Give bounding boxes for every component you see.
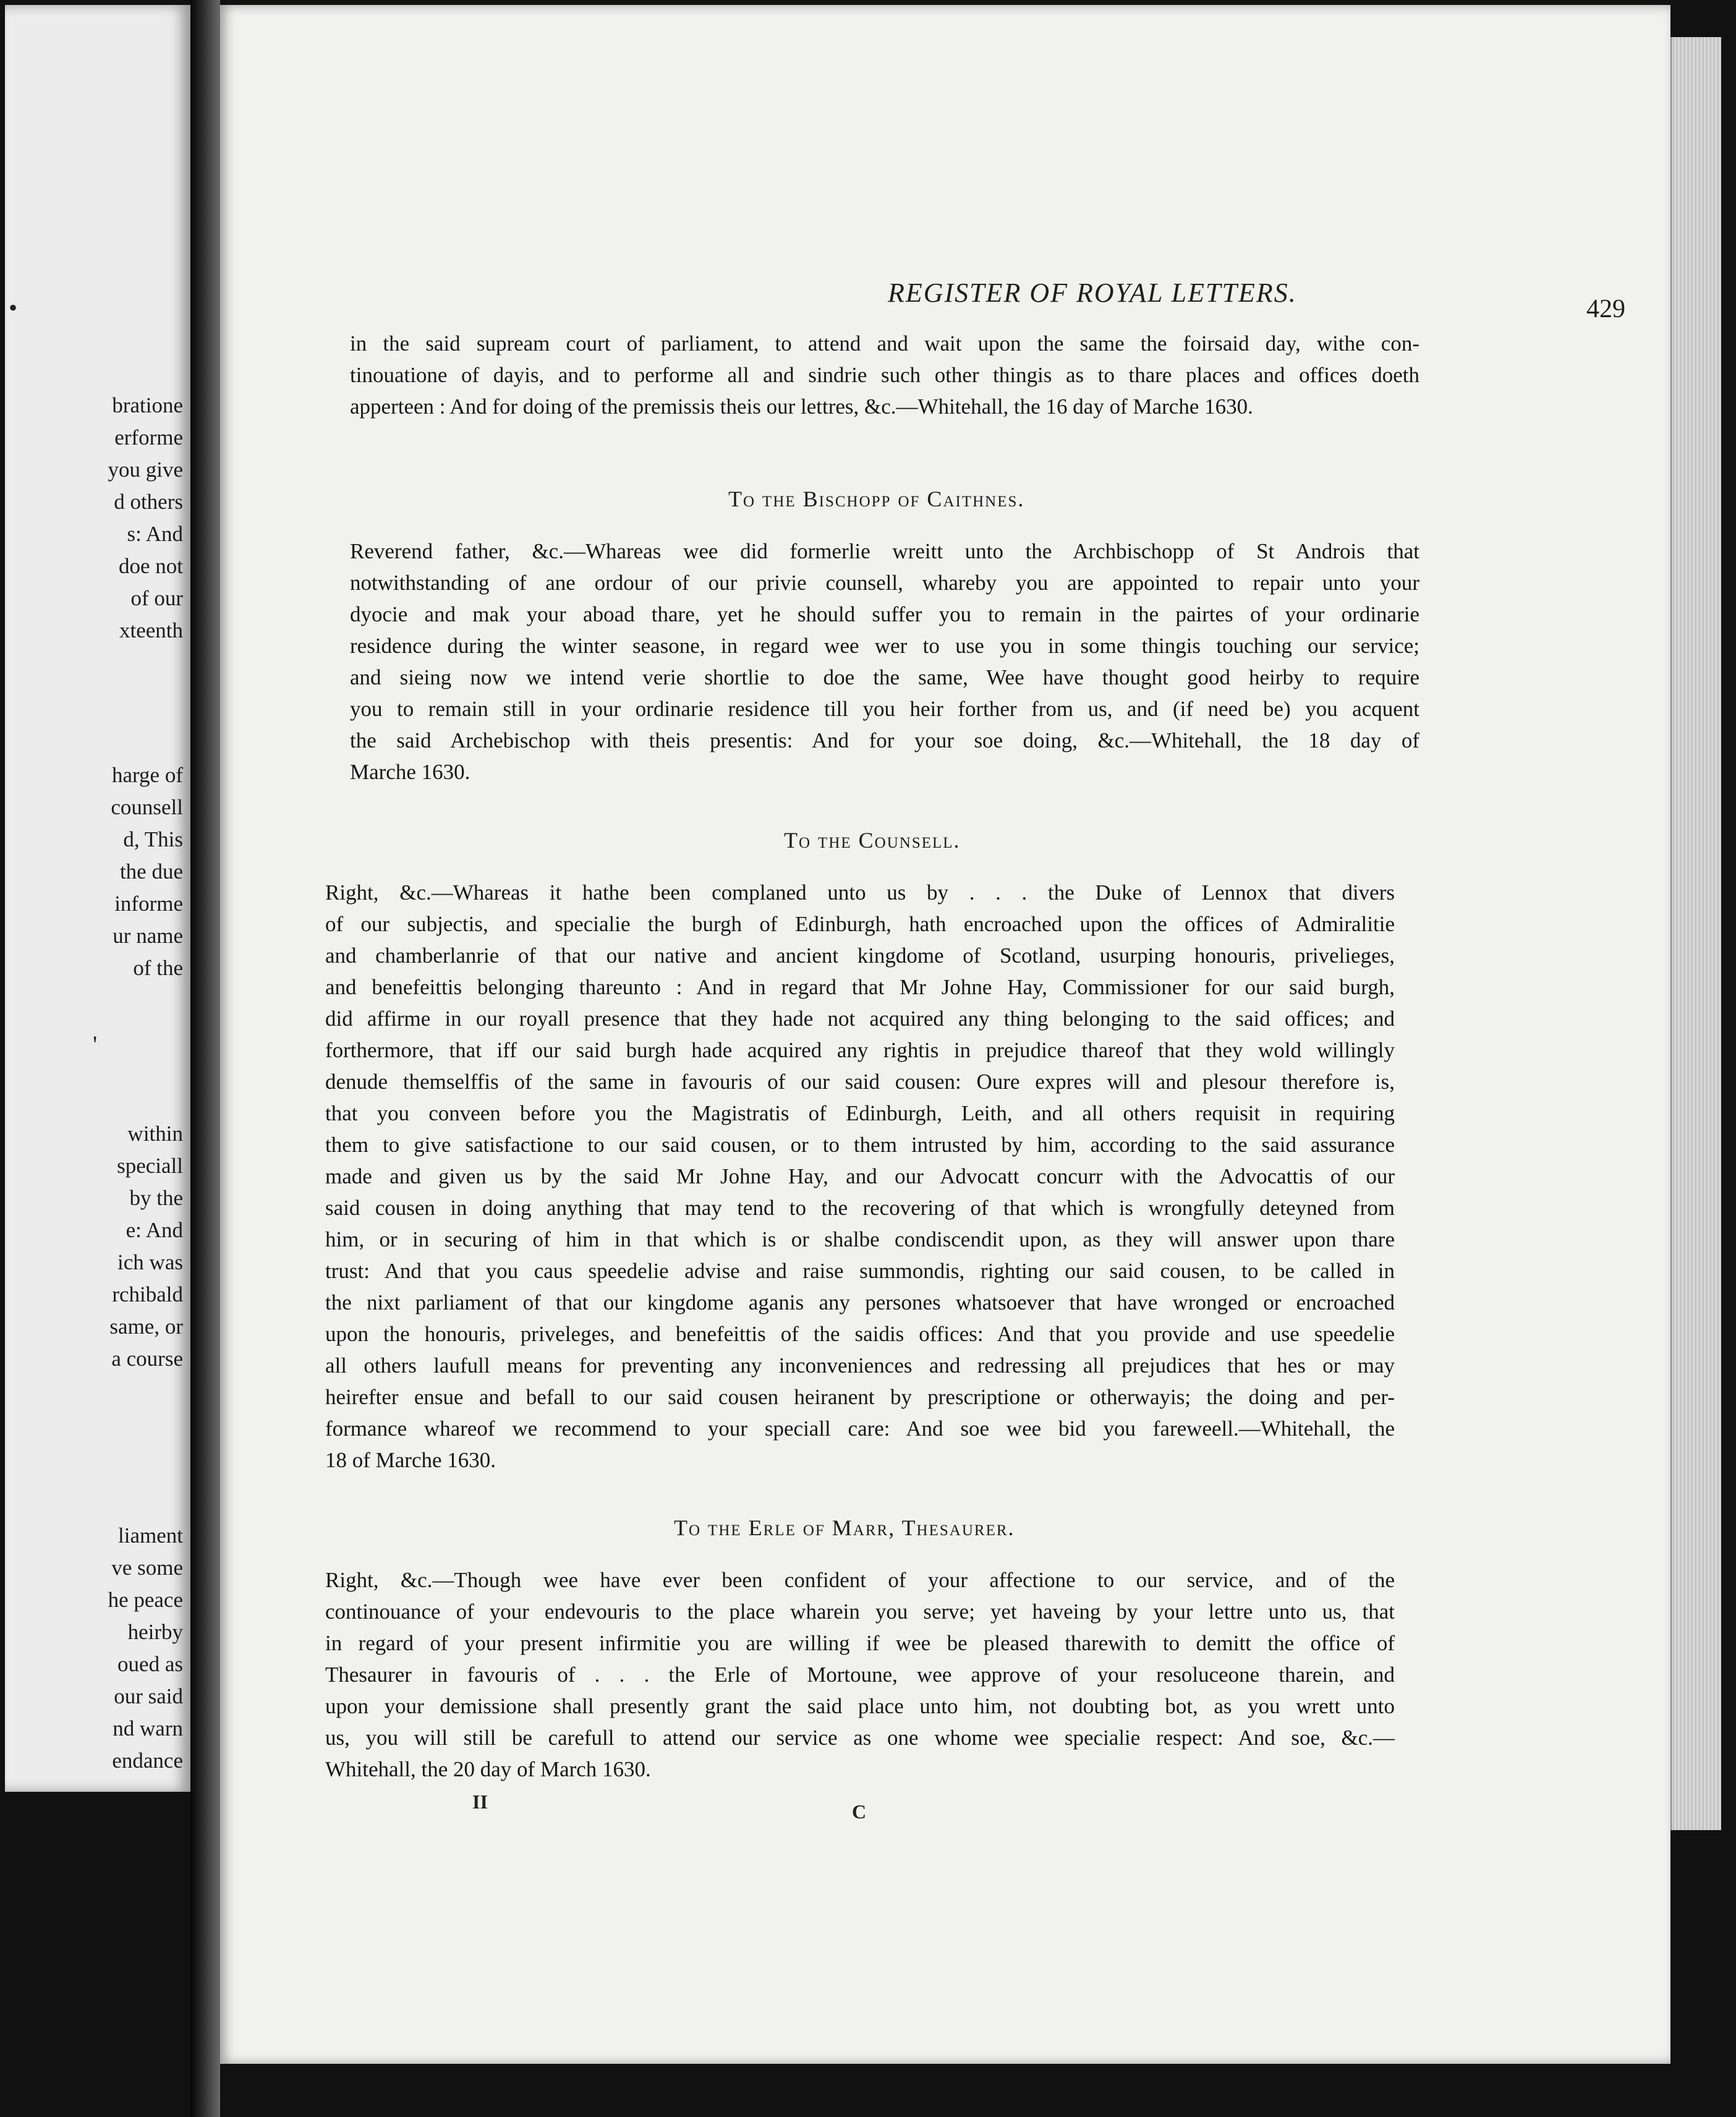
- fragment-line: same, or: [109, 1314, 183, 1339]
- text-line: Right, &c.—Whareas it hathe been complaned unto us by . . . the Duke of Lennox that divers: [325, 880, 1395, 905]
- fragment-block-4: [5, 1520, 190, 1777]
- letter-heading-1: To the Bischopp of Caithnes.: [728, 487, 1025, 511]
- fragment-line: ur name: [113, 924, 183, 948]
- text-line: the nixt parliament of that our kingdome aganis any persones whatsoever that have wronged or encroached: [325, 1290, 1395, 1314]
- fragment-line: he peace: [108, 1588, 183, 1612]
- text-line: and sieing now we intend verie shortlie to doe the same, Wee have thought good heirby to require: [350, 665, 1419, 689]
- page-number: 429: [1586, 295, 1625, 323]
- stray-mark-2: ': [93, 1031, 98, 1058]
- text-line: tinouatione of dayis, and to performe all and sindrie such other thingis as to thare places and offices doeth: [350, 363, 1419, 387]
- fragment-line: the due: [119, 859, 183, 884]
- fragment-block-1: [5, 390, 190, 647]
- stray-mark: •: [9, 294, 18, 322]
- letter-heading-3: To the Erle of Marr, Thesaurer.: [674, 1515, 1015, 1540]
- fragment-line: our said: [114, 1684, 183, 1708]
- fragment-line: erforme: [114, 425, 183, 449]
- text-line: in regard of your present infirmitie you are willing if wee be pleased tharewith to demitt the office of: [325, 1631, 1395, 1655]
- text-line: and chamberlanrie of that our native and ancient kingdome of Scotland, usurping honouris, privelieges,: [325, 943, 1395, 968]
- text-line: Reverend father, &c.—Whareas wee did formerlie wreitt unto the Archbischopp of St Androis that: [350, 539, 1419, 563]
- fragment-line: s: And: [127, 522, 183, 546]
- letter-body-1: [350, 535, 1419, 788]
- text-line: said cousen in doing anything that may tend to the recovering of that which is wrongfully deteyned from: [325, 1196, 1395, 1220]
- fragment-line: informe: [114, 892, 183, 916]
- text-line: in the said supream court of parliament, to attend and wait upon the same the foirsaid day, withe con-: [350, 331, 1419, 356]
- fragment-line: of our: [130, 586, 183, 610]
- text-line: Thesaurer in favouris of . . . the Erle of Mortoune, wee approve of your resoluceone tharein, and: [325, 1663, 1395, 1687]
- text-line: did affirme in our royall presence that they hade not acquired any thing belonging to the said offices; and: [325, 1007, 1395, 1031]
- text-line: notwithstanding of ane ordour of our privie counsell, whareby you are appointed to repair unto your: [350, 571, 1419, 595]
- text-line: continouance of your endevouris to the place wharein you serve; yet haveing by your lettre unto us, that: [325, 1599, 1395, 1624]
- fragment-line: ich was: [117, 1250, 183, 1274]
- fragment-line: counsell: [111, 795, 183, 819]
- signature-mark-right: C: [852, 1800, 867, 1823]
- fragment-line: xteenth: [119, 618, 183, 642]
- text-line: you to remain still in your ordinarie residence till you heir forther from us, and (if need be) you acquent: [350, 697, 1419, 721]
- text-line: dyocie and mak your aboad thare, yet he should suffer you to remain in the pairtes of your ordinarie: [350, 602, 1419, 626]
- fragment-line: you give: [108, 458, 183, 482]
- fragment-line: d others: [114, 490, 183, 514]
- letter-body-2: [325, 877, 1395, 1476]
- text-line: us, you will still be carefull to attend our service as one whome wee specialie respect: And soe, &c.—: [325, 1726, 1395, 1750]
- signature-mark-left: II: [472, 1791, 488, 1813]
- fragment-line: oued as: [117, 1652, 183, 1676]
- fragment-block-2: [5, 759, 190, 984]
- text-line: Right, &c.—Though wee have ever been confident of your affectione to our service, and of the: [325, 1568, 1395, 1592]
- fragment-line: speciall: [117, 1154, 183, 1178]
- text-line: and benefeittis belonging thareunto : And in regard that Mr Johne Hay, Commissioner for our said burgh,: [325, 975, 1395, 999]
- text-line: the said Archebischop with theis presentis: And for your soe doing, &c.—Whitehall, the 18 day of: [350, 728, 1419, 752]
- fragment-line: e: And: [126, 1218, 183, 1242]
- letter-body-3: [325, 1564, 1395, 1785]
- text-line: heirefter ensue and befall to our said cousen heiranent by prescriptione or otherwayis; the doing and per-: [325, 1385, 1395, 1409]
- fragment-line: rchibald: [112, 1282, 183, 1306]
- text-line: formance whareof we recommend to your speciall care: And soe wee bid you fareweell.—Whitehall, the: [325, 1416, 1395, 1441]
- fragment-line: heirby: [127, 1620, 183, 1644]
- fragment-line: liament: [118, 1523, 183, 1548]
- fragment-line: brationе: [112, 393, 183, 417]
- fragment-line: nd warn: [113, 1716, 183, 1740]
- fragment-line: a course: [111, 1347, 183, 1371]
- text-line: upon the honouris, priveleges, and benefeittis of the saidis offices: And that you provide and use speedelie: [325, 1322, 1395, 1346]
- text-line: upon your demissione shall presently grant the said place unto him, not doubting bot, as you wrett unto: [325, 1694, 1395, 1718]
- text-line: residence during the winter seasone, in regard wee wer to use you in some thingis touching our service;: [350, 634, 1419, 658]
- text-line: Marche 1630.: [350, 760, 470, 784]
- fragment-line: endance: [112, 1749, 183, 1773]
- text-line: made and given us by the said Mr Johne Hay, and our Advocatt concurr with the Advocattis of our: [325, 1164, 1395, 1188]
- running-title: REGISTER OF ROYAL LETTERS.: [888, 278, 1297, 308]
- fragment-line: within: [127, 1122, 183, 1146]
- text-line: all others laufull means for preventing any inconveniences and redressing all prejudices that hes or may: [325, 1353, 1395, 1378]
- book-gutter: [190, 0, 220, 2117]
- text-line: him, or in securing of him in that which is or shalbe condiscendit upon, as they will answer upon thare: [325, 1227, 1395, 1251]
- fragment-line: ve some: [111, 1556, 183, 1580]
- text-line: them to give satisfactione to our said cousen, or to them intrusted by him, according to the said assurance: [325, 1133, 1395, 1157]
- fragment-line: of the: [133, 956, 183, 980]
- fragment-line: d, This: [123, 827, 183, 851]
- main-page: [220, 5, 1670, 2064]
- text-line: of our subjectis, and specialie the burgh of Edinburgh, hath encroached upon the offices of Admiralitie: [325, 912, 1395, 936]
- fragment-line: doe not: [118, 554, 183, 578]
- text-line: that you conveen before you the Magistratis of Edinburgh, Leith, and all others requisit in requiring: [325, 1101, 1395, 1125]
- fragment-line: harge of: [112, 763, 183, 787]
- text-line: Whitehall, the 20 day of March 1630.: [325, 1757, 651, 1781]
- fragment-line: by the: [129, 1186, 183, 1210]
- text-line: trust: And that you caus speedelie advise and raise summondis, righting our said cousen, to be called in: [325, 1259, 1395, 1283]
- intro-paragraph: [350, 328, 1419, 422]
- page-stack-edge: [1670, 37, 1721, 1830]
- text-line: denude themselffis of the same in favouris of our said cousen: Oure expres will and plesour therefore is,: [325, 1070, 1395, 1094]
- text-line: 18 of Marche 1630.: [325, 1448, 496, 1472]
- facing-page-fragment: [5, 5, 190, 1792]
- text-line: forthermore, that iff our said burgh hade acquired any rightis in prejudice thareof that they wold willingly: [325, 1038, 1395, 1062]
- text-line: apperteen : And for doing of the premissis theis our lettres, &c.—Whitehall, the 16 day of Marche 1630.: [350, 394, 1253, 419]
- letter-heading-2: To the Counsell.: [784, 828, 961, 853]
- fragment-block-3: [5, 1118, 190, 1375]
